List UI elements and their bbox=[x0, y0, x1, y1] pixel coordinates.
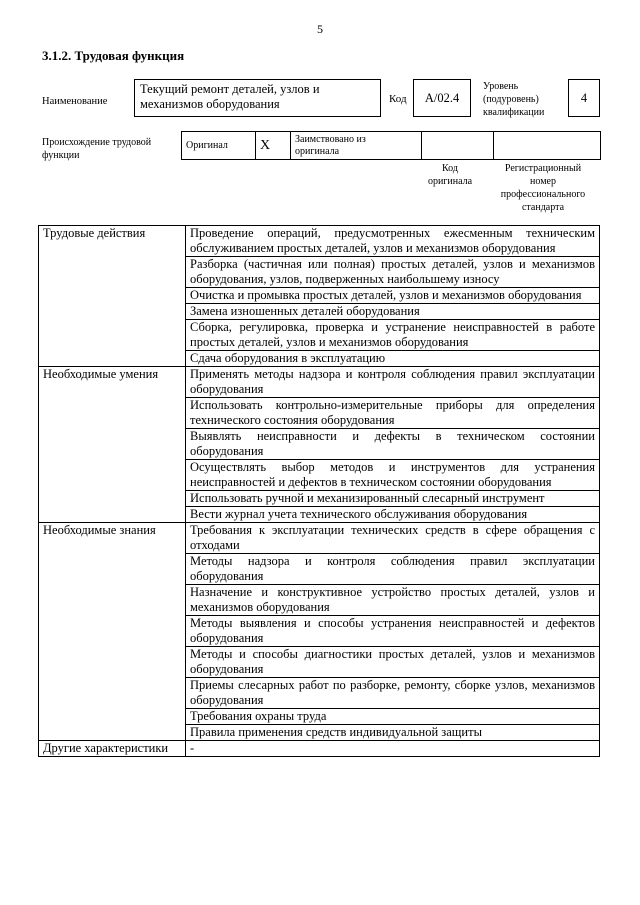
level-label-line: квалификации bbox=[483, 107, 545, 118]
table-cell: Назначение и конструктивное устройство простых деталей, узлов и механизмов оборудования bbox=[186, 585, 600, 616]
table-cell: Приемы слесарных работ по разборке, ремонту, сборке узлов, механизмов оборудования bbox=[186, 678, 600, 709]
category-cell: Необходимые знания bbox=[39, 523, 186, 741]
name-label: Наименование bbox=[42, 96, 108, 107]
level-label-line: Уровень bbox=[483, 81, 519, 92]
table-cell: Требования к эксплуатации технических средств в сфере обращения с отходами bbox=[186, 523, 600, 554]
caption-line: стандарта bbox=[521, 202, 565, 213]
level-box: 4 bbox=[568, 79, 600, 117]
category-cell: Другие характеристики bbox=[39, 741, 186, 757]
caption-line: номер bbox=[530, 176, 556, 187]
caption-line: профессионального bbox=[500, 189, 586, 200]
registration-number-caption bbox=[487, 162, 599, 214]
origin-borrowed-cell bbox=[291, 132, 422, 160]
caption-line: Код bbox=[442, 163, 458, 174]
origin-original-cell: Оригинал bbox=[182, 132, 256, 160]
table-cell: Очистка и промывка простых деталей, узлов и механизмов оборудования bbox=[186, 288, 600, 304]
category-cell: Трудовые действия bbox=[39, 226, 186, 367]
page-number: 5 bbox=[317, 22, 323, 36]
table-cell: Методы надзора и контроля соблюдения правил эксплуатации оборудования bbox=[186, 554, 600, 585]
table-row bbox=[39, 523, 600, 554]
origin-borrowed-line: Заимствовано из bbox=[295, 133, 366, 145]
table-cell: Методы и способы диагностики простых деталей, узлов и механизмов оборудования bbox=[186, 647, 600, 678]
function-name-box: Текущий ремонт деталей, узлов и механизмов оборудования bbox=[134, 79, 381, 117]
table-cell: Использовать контрольно-измерительные приборы для определения технического состояния оборудования bbox=[186, 398, 600, 429]
origin-label-line: Происхождение трудовой bbox=[42, 137, 152, 148]
table-cell: Проведение операций, предусмотренных ежесменным техническим обслуживанием простых деталей, узлов и механизмов оборудования bbox=[186, 226, 600, 257]
table-cell: Требования охраны труда bbox=[186, 709, 600, 725]
table-cell: Правила применения средств индивидуальной защиты bbox=[186, 725, 600, 741]
table-row bbox=[39, 226, 600, 257]
section-title: 3.1.2. Трудовая функция bbox=[42, 48, 185, 63]
origin-table bbox=[181, 131, 601, 160]
table-cell: Выявлять неисправности и дефекты в техническом состоянии оборудования bbox=[186, 429, 600, 460]
origin-label-line: функции bbox=[42, 150, 80, 161]
table-cell: - bbox=[186, 741, 600, 757]
labor-function-table bbox=[38, 225, 600, 757]
origin-borrowed-line: оригинала bbox=[295, 145, 340, 157]
table-cell: Использовать ручной и механизированный слесарный инструмент bbox=[186, 491, 600, 507]
level-label bbox=[483, 80, 544, 119]
origin-mark-cell: X bbox=[256, 132, 291, 160]
code-box: А/02.4 bbox=[413, 79, 471, 117]
table-cell: Осуществлять выбор методов и инструментов для устранения неисправностей и дефектов в техническом состоянии оборудования bbox=[186, 460, 600, 491]
table-cell: Применять методы надзора и контроля соблюдения правил эксплуатации оборудования bbox=[186, 367, 600, 398]
table-cell: Замена изношенных деталей оборудования bbox=[186, 304, 600, 320]
level-label-line: (подуровень) bbox=[483, 94, 539, 105]
category-cell: Необходимые умения bbox=[39, 367, 186, 523]
caption-line: Регистрационный bbox=[504, 163, 582, 174]
caption-line: оригинала bbox=[427, 176, 473, 187]
table-row bbox=[39, 741, 600, 757]
table-cell: Вести журнал учета технического обслуживания оборудования bbox=[186, 507, 600, 523]
origin-code-caption bbox=[421, 162, 479, 188]
table-row bbox=[39, 367, 600, 398]
table-cell: Разборка (частичная или полная) простых деталей, узлов и механизмов оборудования, узлов, подверженных наибольшему износу bbox=[186, 257, 600, 288]
origin-label bbox=[42, 136, 151, 162]
table-cell: Сборка, регулировка, проверка и устранение неисправностей в работе простых деталей, узлов и механизмов оборудования bbox=[186, 320, 600, 351]
table-cell: Методы выявления и способы устранения неисправностей и дефектов оборудования bbox=[186, 616, 600, 647]
origin-reg-cell bbox=[494, 132, 601, 160]
code-label: Код bbox=[389, 93, 407, 105]
origin-code-cell bbox=[422, 132, 494, 160]
table-cell: Сдача оборудования в эксплуатацию bbox=[186, 351, 600, 367]
